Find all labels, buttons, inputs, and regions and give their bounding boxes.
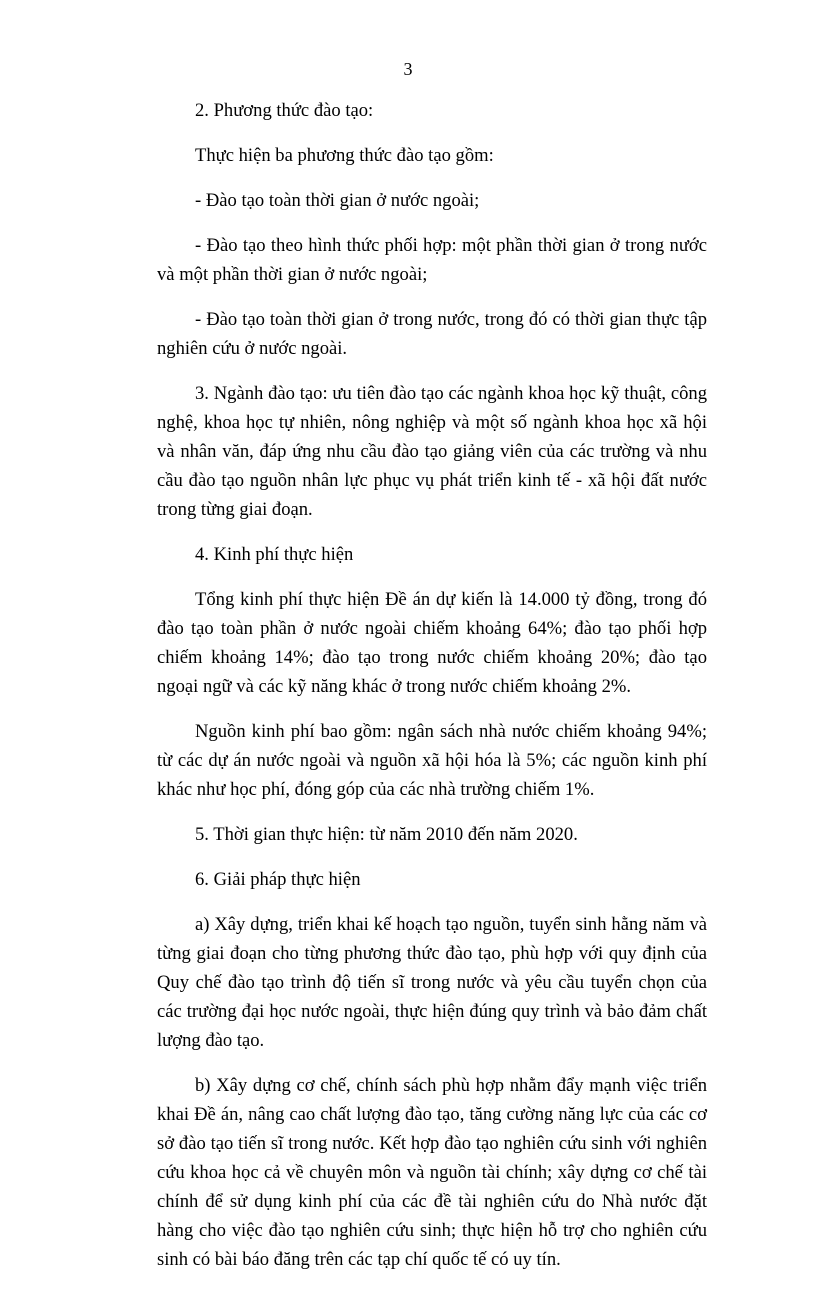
list-item-combined-training: - Đào tạo theo hình thức phối hợp: một phần thời gian ở trong nước và một phần thời gian ở nước ngoài; <box>157 235 707 285</box>
paragraph-total-funding: Tổng kinh phí thực hiện Đề án dự kiến là 14.000 tỷ đồng, trong đó đào tạo toàn phần ở nước ngoài chiếm khoảng 64%; đào tạo phối hợp chiếm khoảng 14%; đào tạo trong nước chiếm khoảng 20%; đào tạo ngoại ngữ và các kỹ năng khác ở trong nước chiếm khoảng 2%. <box>157 589 707 697</box>
list-item-full-time-abroad: - Đào tạo toàn thời gian ở nước ngoài; <box>195 190 480 211</box>
document-body <box>157 96 707 1290</box>
section-heading-funding: 4. Kinh phí thực hiện <box>195 544 354 565</box>
paragraph-funding-sources: Nguồn kinh phí bao gồm: ngân sách nhà nước chiếm khoảng 94%; từ các dự án nước ngoài và nguồn xã hội hóa là 5%; các nguồn kinh phí khác như học phí, đóng góp của các nhà trường chiếm 1%. <box>157 721 707 800</box>
section-heading-training-methods: 2. Phương thức đào tạo: <box>195 100 374 121</box>
section-training-fields: 3. Ngành đào tạo: ưu tiên đào tạo các ngành khoa học kỹ thuật, công nghệ, khoa học tự nhiên, nông nghiệp và một số ngành khoa học xã hội và nhân văn, đáp ứng nhu cầu đào tạo giảng viên của các trường và nhu cầu đào tạo nguồn nhân lực phục vụ phát triển kinh tế - xã hội đất nước trong từng giai đoạn. <box>157 383 707 520</box>
solution-item-a: a) Xây dựng, triển khai kế hoạch tạo nguồn, tuyển sinh hằng năm và từng giai đoạn cho từng phương thức đào tạo, phù hợp với quy định của Quy chế đào tạo trình độ tiến sĩ trong nước và yêu cầu tuyển chọn của các trường đại học nước ngoài, thực hiện đúng quy trình và bảo đảm chất lượng đào tạo. <box>157 914 707 1051</box>
solution-item-b: b) Xây dựng cơ chế, chính sách phù hợp nhằm đẩy mạnh việc triển khai Đề án, nâng cao chất lượng đào tạo, tăng cường năng lực của các cơ sở đào tạo tiến sĩ trong nước. Kết hợp đào tạo nghiên cứu sinh với nghiên cứu khoa học cả về chuyên môn và nguồn tài chính; xây dựng cơ chế tài chính để sử dụng kinh phí của các đề tài nghiên cứu do Nhà nước đặt hàng cho việc đào tạo nghiên cứu sinh; thực hiện hỗ trợ cho nghiên cứu sinh có bài báo đăng trên các tạp chí quốc tế có uy tín. <box>157 1075 707 1270</box>
section-heading-solutions: 6. Giải pháp thực hiện <box>195 869 361 890</box>
page-number: 3 <box>403 59 413 79</box>
paragraph-methods-intro: Thực hiện ba phương thức đào tạo gồm: <box>195 145 494 166</box>
section-implementation-period: 5. Thời gian thực hiện: từ năm 2010 đến năm 2020. <box>195 824 578 845</box>
list-item-full-time-domestic: - Đào tạo toàn thời gian ở trong nước, trong đó có thời gian thực tập nghiên cứu ở nước ngoài. <box>157 309 707 359</box>
